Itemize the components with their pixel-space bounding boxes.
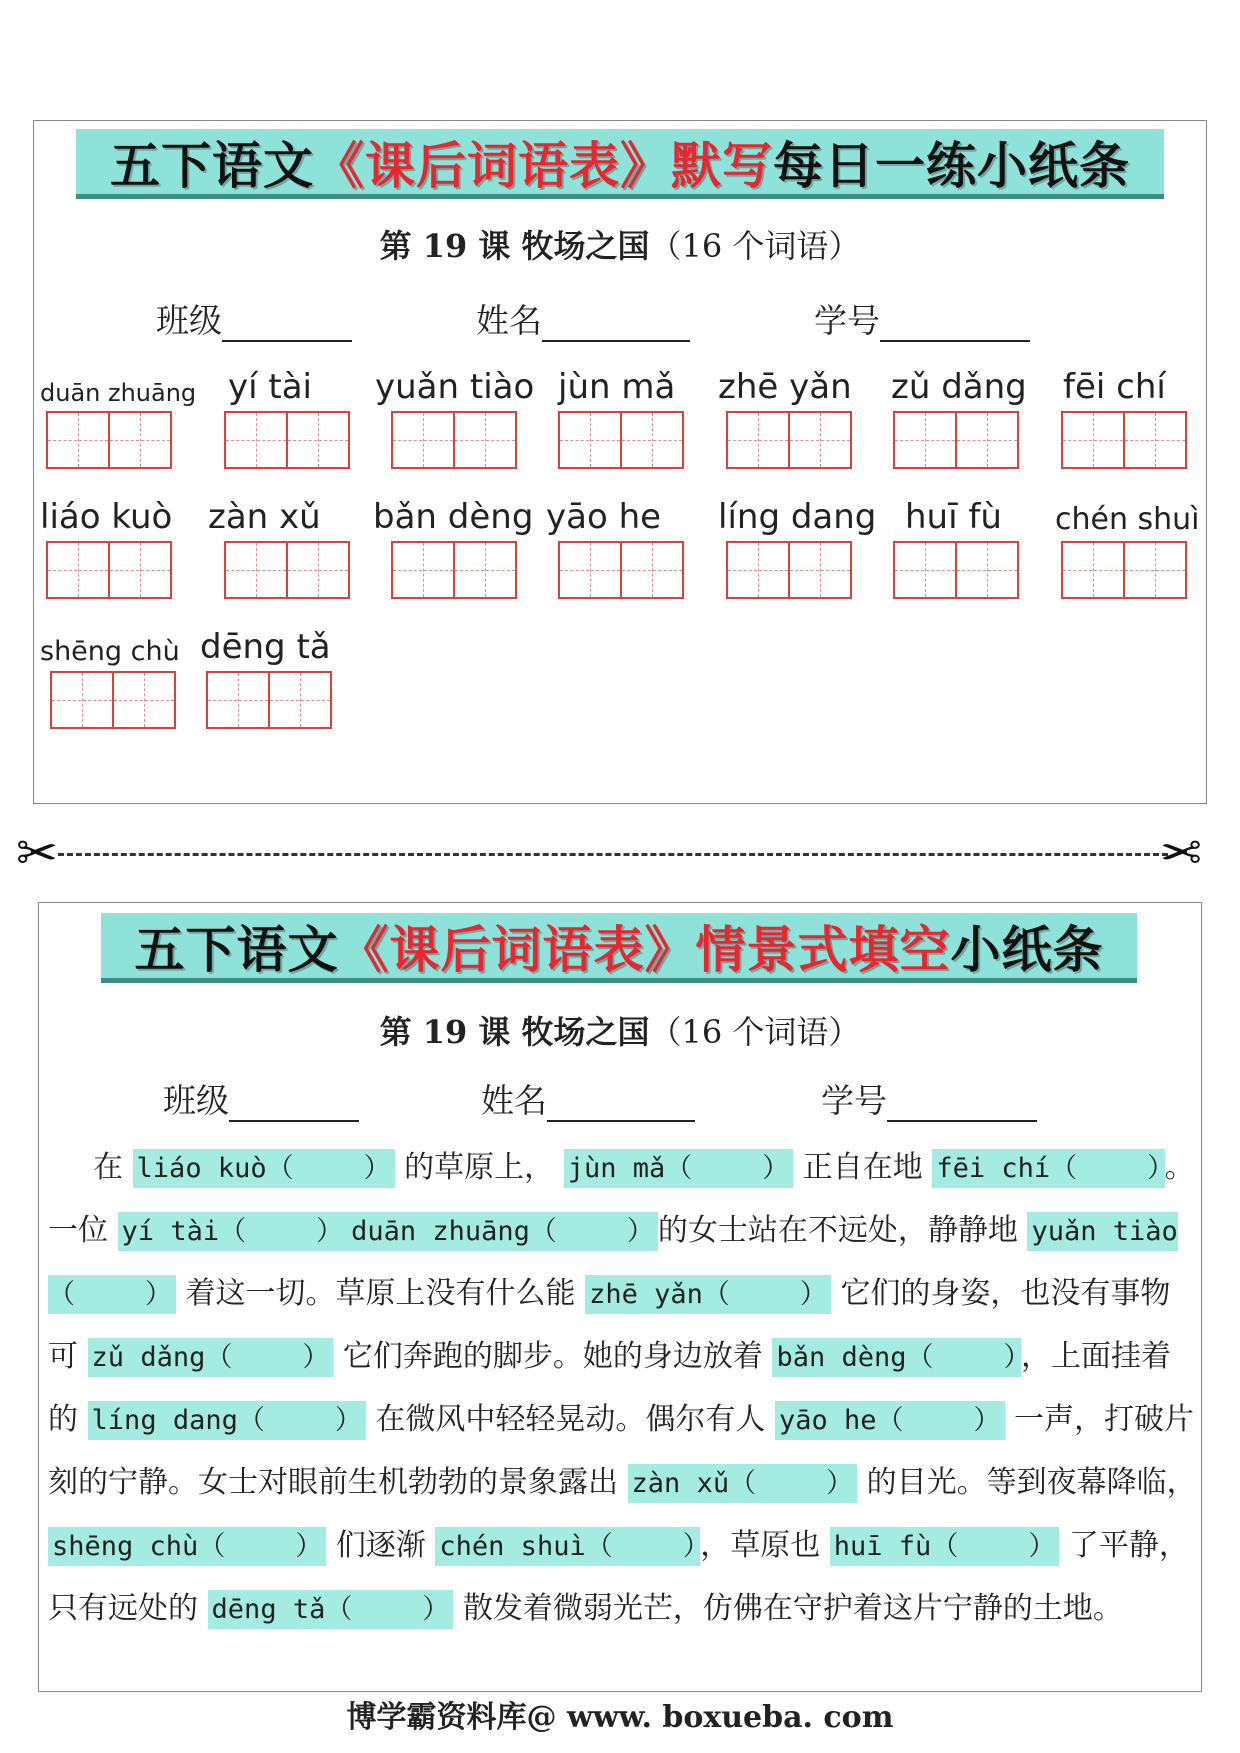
pinyin: líng dang — [718, 497, 877, 537]
blank-chen-shui[interactable]: chén shuì（ ） — [435, 1527, 700, 1566]
name-field[interactable]: 姓名 — [481, 1075, 695, 1122]
lesson-heading: 第 19 课 牧场之国（16 个词语） — [379, 227, 861, 265]
word-item — [1055, 489, 1200, 599]
number-field[interactable]: 学号 — [821, 1075, 1037, 1122]
title-banner — [76, 129, 1164, 199]
blank-fei-chi[interactable]: fēi chí（ ） — [932, 1149, 1164, 1188]
blank-zhe-yan[interactable]: zhē yǎn（ ） — [585, 1275, 831, 1314]
scissors-left-icon: ✂ — [16, 824, 58, 882]
blank-duan-zhuang[interactable]: duān zhuāng（ ） — [347, 1212, 658, 1251]
name-field[interactable]: 姓名 — [476, 295, 690, 342]
writing-grid[interactable] — [391, 411, 517, 469]
writing-grid[interactable] — [1061, 411, 1187, 469]
class-field[interactable]: 班级 — [156, 295, 352, 342]
writing-grid[interactable] — [893, 411, 1019, 469]
pinyin: yuǎn tiào — [375, 367, 535, 407]
word-item — [887, 359, 1027, 469]
card-title: 五下语文《课后词语表》默写每日一练小纸条 — [110, 135, 1130, 195]
blank-zu-dang[interactable]: zǔ dǎng（ ） — [88, 1338, 334, 1377]
title-banner — [101, 913, 1137, 983]
pinyin: duān zhuāng — [40, 379, 197, 407]
word-item — [375, 359, 535, 469]
writing-grid[interactable] — [224, 541, 350, 599]
number-field[interactable]: 学号 — [814, 295, 1030, 342]
cloze-paragraph: 在 liáo kuò（ ） 的草原上， jùn mǎ（ ） 正自在地 fēi chí（ ） 。一位 yí tài（ ） duān zhuāng（ ） 的女士站在不远处，静静地 yuǎn tiào（ ） 着这一切。草原上没有什么能 zhē yǎn（ ） 它们的身姿，也没有事物可 zǔ dǎng（ ） 它们奔跑的脚步。她的身边放着 bǎn dèng（ ） ，上面挂着的 líng dang（ ） 在微风中轻轻晃动。偶尔有人 yāo he（ ） 一声，打破片刻的宁静。女士对眼前生机勃勃的景象露出 zàn xǔ（ ） 的目光。等到夜幕降临， shēng chù（ ） 们逐渐 chén shuì（ ） ，草原也 huī fù（ ） 了平静，只有远处的 dēng tǎ（ ） 散发着微弱光芒，仿佛在守护着这片宁静的土地。 — [48, 1137, 1198, 1641]
word-item — [720, 359, 850, 469]
blank-yao-he[interactable]: yāo he（ ） — [775, 1401, 1005, 1440]
blank-ban-deng[interactable]: bǎn dèng（ ） — [772, 1338, 1021, 1377]
writing-grid[interactable] — [206, 671, 332, 729]
pinyin: zàn xǔ — [208, 497, 321, 537]
blank-liao-kuo[interactable]: liáo kuò（ ） — [133, 1149, 395, 1188]
blank-deng-ta[interactable]: dēng tǎ（ ） — [208, 1590, 454, 1629]
class-field[interactable]: 班级 — [163, 1075, 359, 1122]
word-item — [200, 619, 330, 729]
word-item — [218, 359, 348, 469]
blank-zan-xu[interactable]: zàn xǔ（ ） — [628, 1464, 858, 1503]
pinyin: dēng tǎ — [200, 627, 331, 667]
pinyin: bǎn dèng — [373, 497, 534, 537]
pinyin: yāo he — [546, 497, 662, 537]
writing-grid[interactable] — [224, 411, 350, 469]
student-info — [39, 1075, 1201, 1125]
pinyin: zǔ dǎng — [891, 367, 1027, 407]
word-item — [546, 489, 682, 599]
writing-grid[interactable] — [893, 541, 1019, 599]
scissors-right-icon: ✂ — [1160, 824, 1202, 882]
word-item — [887, 489, 1017, 599]
lesson-heading: 第 19 课 牧场之国（16 个词语） — [379, 1013, 861, 1051]
cut-line — [58, 853, 1168, 856]
writing-grid[interactable] — [558, 411, 684, 469]
writing-grid[interactable] — [1061, 541, 1187, 599]
writing-grid[interactable] — [726, 411, 852, 469]
writing-grid[interactable] — [46, 541, 172, 599]
dictation-card — [33, 120, 1207, 804]
blank-ling-dang[interactable]: líng dang（ ） — [88, 1401, 366, 1440]
writing-grid[interactable] — [558, 541, 684, 599]
writing-grid[interactable] — [726, 541, 852, 599]
pinyin: yí tài — [228, 367, 312, 407]
pinyin: zhē yǎn — [718, 367, 852, 407]
word-item — [373, 489, 534, 599]
writing-grid[interactable] — [50, 671, 176, 729]
writing-grid[interactable] — [391, 541, 517, 599]
blank-sheng-chu[interactable]: shēng chù（ ） — [48, 1527, 326, 1566]
pinyin: huī fù — [905, 497, 1002, 537]
word-item — [40, 489, 173, 599]
blank-hui-fu[interactable]: huī fù（ ） — [830, 1527, 1060, 1566]
pinyin: liáo kuò — [40, 497, 173, 537]
word-item — [208, 489, 348, 599]
word-item — [40, 619, 180, 729]
blank-yuan-tiao[interactable]: yuǎn tiào（ ） — [48, 1212, 1178, 1314]
pinyin: chén shuì — [1055, 502, 1200, 537]
word-item — [718, 489, 877, 599]
pinyin: shēng chù — [40, 636, 180, 667]
footer-watermark: 博学霸资料库@ www. boxueba. com — [346, 1700, 894, 1735]
word-item — [40, 359, 197, 469]
word-item — [1055, 359, 1185, 469]
blank-yi-tai[interactable]: yí tài（ ） — [118, 1212, 348, 1251]
card-title: 五下语文《课后词语表》情景式填空小纸条 — [134, 919, 1104, 979]
blank-jun-ma[interactable]: jùn mǎ（ ） — [564, 1149, 794, 1188]
pinyin: fēi chí — [1063, 367, 1166, 407]
word-item — [552, 359, 682, 469]
student-info — [34, 295, 1206, 345]
writing-grid[interactable] — [46, 411, 172, 469]
pinyin: jùn mǎ — [558, 367, 676, 407]
